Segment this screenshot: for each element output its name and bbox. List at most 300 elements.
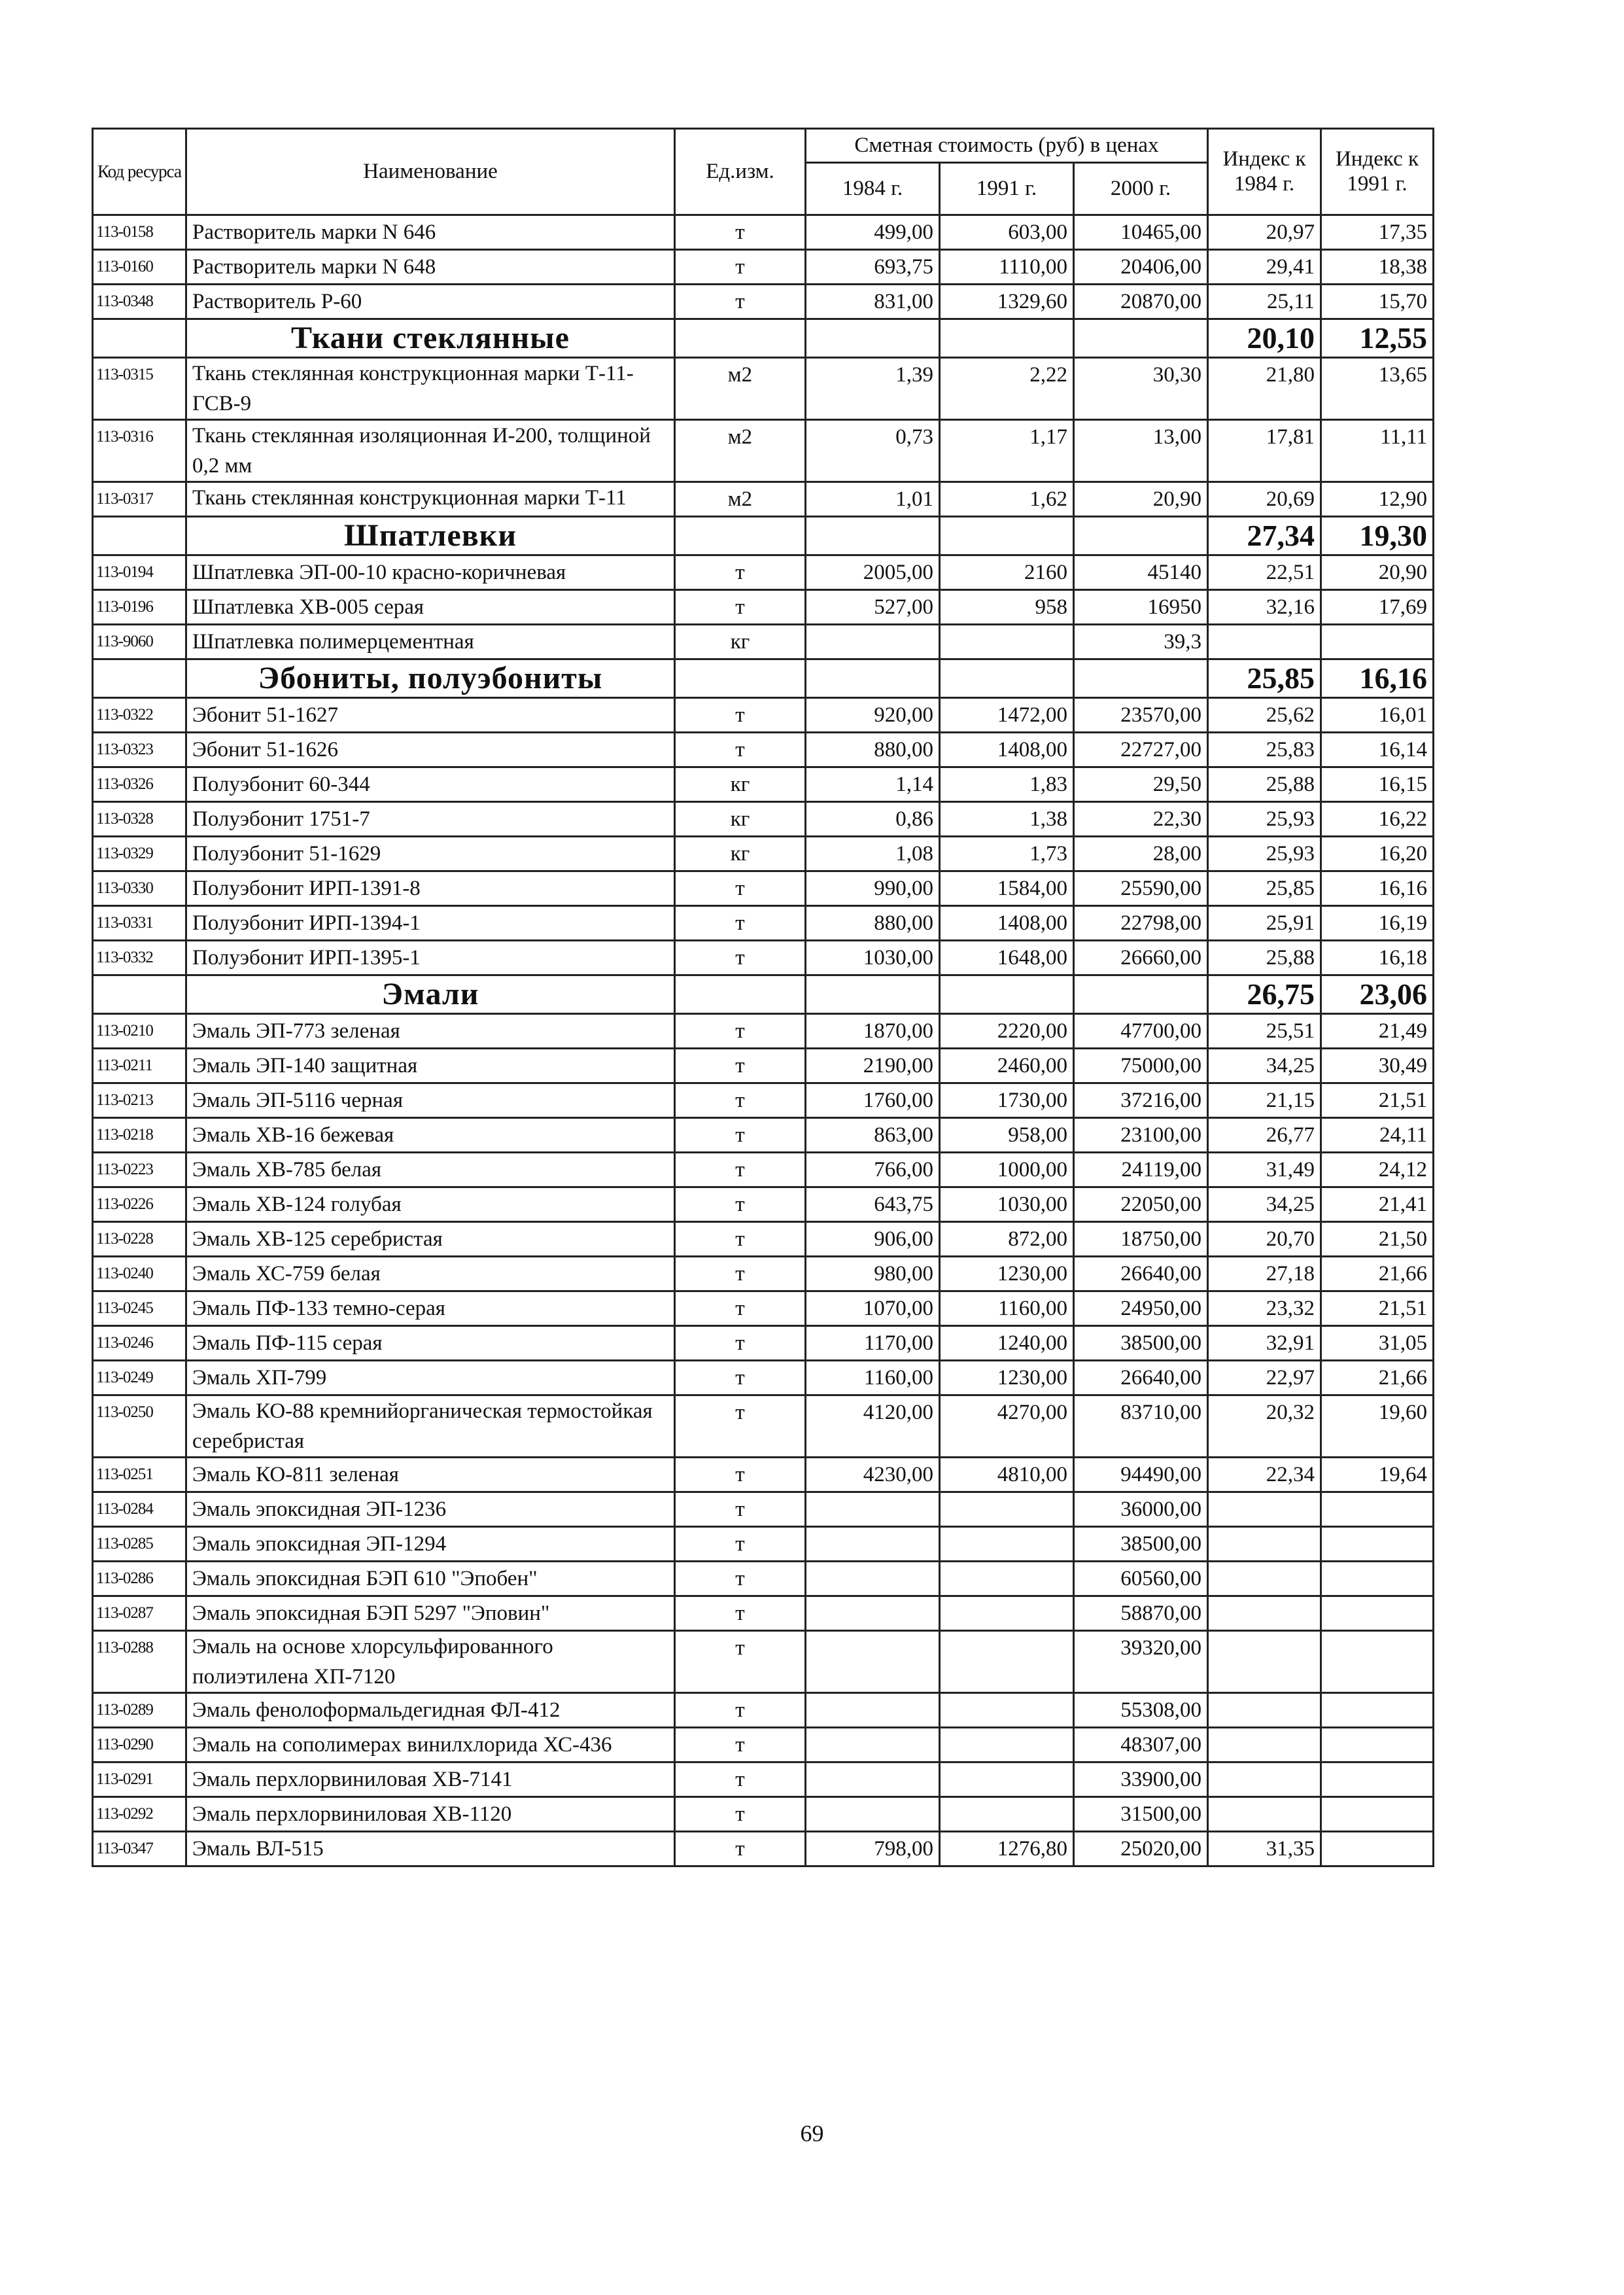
unit-of-measure: м2 [675, 420, 806, 482]
resource-name: Эмаль эпоксидная БЭП 5297 "Эповин" [186, 1596, 675, 1631]
index-1991 [1321, 1832, 1434, 1866]
price-1991: 1230,00 [940, 1361, 1074, 1395]
section-index-1984: 27,34 [1208, 517, 1321, 555]
resource-code: 113-0316 [93, 420, 186, 482]
resource-name: Растворитель марки N 648 [186, 250, 675, 285]
table-row [93, 1631, 1434, 1693]
price-1991 [940, 1797, 1074, 1832]
price-2000: 24119,00 [1074, 1153, 1208, 1187]
index-1984: 17,81 [1208, 420, 1321, 482]
price-1991: 4810,00 [940, 1458, 1074, 1492]
price-1991: 1472,00 [940, 698, 1074, 733]
table-row [93, 802, 1434, 837]
unit-of-measure: кг [675, 837, 806, 871]
resource-name: Эмаль ХВ-785 белая [186, 1153, 675, 1187]
index-1991: 16,14 [1321, 733, 1434, 767]
index-1991: 21,41 [1321, 1187, 1434, 1222]
price-1991: 958,00 [940, 1118, 1074, 1153]
table-row [93, 1596, 1434, 1631]
header-year-1991: 1991 г. [940, 163, 1074, 215]
price-1984 [806, 1728, 940, 1762]
price-1984: 527,00 [806, 590, 940, 625]
table-row [93, 767, 1434, 802]
unit-of-measure: т [675, 1361, 806, 1395]
price-1991: 1230,00 [940, 1257, 1074, 1291]
price-1984: 1030,00 [806, 941, 940, 975]
price-1984 [806, 1762, 940, 1797]
section-title: Эбониты, полуэбониты [186, 659, 675, 698]
unit-of-measure: т [675, 1762, 806, 1797]
resource-code: 113-0285 [93, 1527, 186, 1562]
section-index-1991: 19,30 [1321, 517, 1434, 555]
unit-of-measure: т [675, 941, 806, 975]
resource-name: Шпатлевка ЭП-00-10 красно-коричневая [186, 555, 675, 590]
price-1984: 906,00 [806, 1222, 940, 1257]
section-index-1991: 16,16 [1321, 659, 1434, 698]
section-title: Шпатлевки [186, 517, 675, 555]
resource-code: 113-0290 [93, 1728, 186, 1762]
unit-of-measure: кг [675, 802, 806, 837]
price-2000: 22798,00 [1074, 906, 1208, 941]
table-row [93, 1257, 1434, 1291]
section-code-cell [93, 975, 186, 1014]
price-1991 [940, 1596, 1074, 1631]
section-title: Ткани стеклянные [186, 319, 675, 358]
table-row [93, 1222, 1434, 1257]
unit-of-measure: т [675, 1728, 806, 1762]
unit-of-measure: м2 [675, 482, 806, 517]
section-index-1984: 25,85 [1208, 659, 1321, 698]
index-1991: 20,90 [1321, 555, 1434, 590]
resource-name: Полуэбонит 51-1629 [186, 837, 675, 871]
table-row [93, 420, 1434, 482]
unit-of-measure: кг [675, 767, 806, 802]
table-row [93, 1797, 1434, 1832]
index-1991: 16,16 [1321, 871, 1434, 906]
unit-of-measure: т [675, 1083, 806, 1118]
resource-name: Эмаль ХП-799 [186, 1361, 675, 1395]
section-code-cell [93, 517, 186, 555]
section-index-1984: 20,10 [1208, 319, 1321, 358]
price-1984: 643,75 [806, 1187, 940, 1222]
unit-of-measure: т [675, 1596, 806, 1631]
price-1991: 2160 [940, 555, 1074, 590]
index-1991: 16,01 [1321, 698, 1434, 733]
unit-of-measure: т [675, 733, 806, 767]
price-1984: 499,00 [806, 215, 940, 250]
resource-name: Эбонит 51-1627 [186, 698, 675, 733]
resource-name: Эбонит 51-1626 [186, 733, 675, 767]
section-price-1984-cell [806, 319, 940, 358]
index-1984: 22,34 [1208, 1458, 1321, 1492]
section-index-1991: 12,55 [1321, 319, 1434, 358]
unit-of-measure: т [675, 1153, 806, 1187]
index-1991: 24,11 [1321, 1118, 1434, 1153]
resource-code: 113-0196 [93, 590, 186, 625]
resource-code: 113-0284 [93, 1492, 186, 1527]
price-1984: 1170,00 [806, 1326, 940, 1361]
unit-of-measure: т [675, 906, 806, 941]
index-1991: 16,20 [1321, 837, 1434, 871]
price-2000: 60560,00 [1074, 1562, 1208, 1596]
index-1991 [1321, 1562, 1434, 1596]
price-2000: 45140 [1074, 555, 1208, 590]
index-1984: 29,41 [1208, 250, 1321, 285]
index-1984: 20,32 [1208, 1395, 1321, 1458]
resource-name: Эмаль эпоксидная ЭП-1294 [186, 1527, 675, 1562]
price-1984: 920,00 [806, 698, 940, 733]
price-1991: 1,83 [940, 767, 1074, 802]
price-1984: 980,00 [806, 1257, 940, 1291]
resource-code: 113-0288 [93, 1631, 186, 1693]
price-1991: 958 [940, 590, 1074, 625]
price-table-sheet [92, 128, 1432, 1867]
resource-code: 113-0218 [93, 1118, 186, 1153]
table-row [93, 837, 1434, 871]
price-2000: 24950,00 [1074, 1291, 1208, 1326]
table-row [93, 1762, 1434, 1797]
price-1991: 872,00 [940, 1222, 1074, 1257]
resource-name: Ткань стеклянная конструкционная марки Т-11 [186, 482, 675, 517]
resource-code: 113-0194 [93, 555, 186, 590]
price-2000: 55308,00 [1074, 1693, 1208, 1728]
index-1991: 21,51 [1321, 1083, 1434, 1118]
table-row [93, 285, 1434, 319]
index-1984: 21,15 [1208, 1083, 1321, 1118]
resource-name: Эмаль ЭП-140 защитная [186, 1049, 675, 1083]
section-price-2000-cell [1074, 319, 1208, 358]
section-row [93, 659, 1434, 698]
price-1984: 1160,00 [806, 1361, 940, 1395]
unit-of-measure: кг [675, 625, 806, 659]
price-2000: 20870,00 [1074, 285, 1208, 319]
price-1984: 880,00 [806, 733, 940, 767]
index-1984: 25,93 [1208, 802, 1321, 837]
price-2000: 23100,00 [1074, 1118, 1208, 1153]
section-price-1991-cell [940, 319, 1074, 358]
unit-of-measure: т [675, 1527, 806, 1562]
resource-code: 113-0291 [93, 1762, 186, 1797]
resource-code: 113-0326 [93, 767, 186, 802]
resource-name: Полуэбонит ИРП-1395-1 [186, 941, 675, 975]
resource-name: Эмаль ЭП-773 зеленая [186, 1014, 675, 1049]
price-1991: 2220,00 [940, 1014, 1074, 1049]
index-1991 [1321, 1527, 1434, 1562]
index-1984: 20,70 [1208, 1222, 1321, 1257]
unit-of-measure: т [675, 1291, 806, 1326]
index-1984: 25,88 [1208, 941, 1321, 975]
price-1984: 831,00 [806, 285, 940, 319]
table-row [93, 1153, 1434, 1187]
price-2000: 75000,00 [1074, 1049, 1208, 1083]
resource-name: Растворитель Р-60 [186, 285, 675, 319]
resource-name: Полуэбонит 60-344 [186, 767, 675, 802]
price-1991: 1648,00 [940, 941, 1074, 975]
price-2000: 29,50 [1074, 767, 1208, 802]
price-1984: 880,00 [806, 906, 940, 941]
table-row [93, 358, 1434, 420]
resource-code: 113-0246 [93, 1326, 186, 1361]
index-1984: 22,97 [1208, 1361, 1321, 1395]
table-row [93, 215, 1434, 250]
index-1991: 31,05 [1321, 1326, 1434, 1361]
price-1984: 1,08 [806, 837, 940, 871]
index-1984: 25,88 [1208, 767, 1321, 802]
resource-name: Ткань стеклянная изоляционная И-200, толщиной 0,2 мм [186, 420, 675, 482]
table-row [93, 1187, 1434, 1222]
index-1991: 13,65 [1321, 358, 1434, 420]
price-1984: 1,01 [806, 482, 940, 517]
index-1984: 34,25 [1208, 1049, 1321, 1083]
price-1984: 1070,00 [806, 1291, 940, 1326]
price-2000: 83710,00 [1074, 1395, 1208, 1458]
price-1984 [806, 1631, 940, 1693]
table-row [93, 871, 1434, 906]
index-1991: 21,51 [1321, 1291, 1434, 1326]
resource-name: Эмаль КО-811 зеленая [186, 1458, 675, 1492]
unit-of-measure: т [675, 698, 806, 733]
price-1991: 1408,00 [940, 733, 1074, 767]
resource-name: Эмаль на основе хлорсульфированного полиэтилена ХП-7120 [186, 1631, 675, 1693]
unit-of-measure: т [675, 285, 806, 319]
price-1984 [806, 1527, 940, 1562]
resource-name: Эмаль ХВ-16 бежевая [186, 1118, 675, 1153]
price-2000: 22,30 [1074, 802, 1208, 837]
unit-of-measure: т [675, 590, 806, 625]
resource-code: 113-0287 [93, 1596, 186, 1631]
price-1991 [940, 1693, 1074, 1728]
index-1991: 21,66 [1321, 1361, 1434, 1395]
index-1984: 21,80 [1208, 358, 1321, 420]
resource-code: 113-0317 [93, 482, 186, 517]
price-1984: 798,00 [806, 1832, 940, 1866]
resource-name: Эмаль ВЛ-515 [186, 1832, 675, 1866]
index-1984: 25,85 [1208, 871, 1321, 906]
resource-code: 113-0286 [93, 1562, 186, 1596]
section-price-1984-cell [806, 517, 940, 555]
index-1991: 15,70 [1321, 285, 1434, 319]
table-row [93, 555, 1434, 590]
price-1991: 1408,00 [940, 906, 1074, 941]
price-1984: 0,86 [806, 802, 940, 837]
table-row [93, 1291, 1434, 1326]
price-1984 [806, 625, 940, 659]
resource-code: 113-0330 [93, 871, 186, 906]
resource-name: Эмаль фенолоформальдегидная ФЛ-412 [186, 1693, 675, 1728]
unit-of-measure: т [675, 1562, 806, 1596]
resource-name: Эмаль ПФ-133 темно-серая [186, 1291, 675, 1326]
index-1984: 31,35 [1208, 1832, 1321, 1866]
resource-name: Эмаль ПФ-115 серая [186, 1326, 675, 1361]
index-1984: 31,49 [1208, 1153, 1321, 1187]
price-2000: 25020,00 [1074, 1832, 1208, 1866]
price-1991: 1110,00 [940, 250, 1074, 285]
table-row [93, 1118, 1434, 1153]
price-1984 [806, 1797, 940, 1832]
index-1984 [1208, 1693, 1321, 1728]
table-row [93, 590, 1434, 625]
index-1991: 30,49 [1321, 1049, 1434, 1083]
resource-name: Полуэбонит ИРП-1391-8 [186, 871, 675, 906]
table-row [93, 1395, 1434, 1458]
resource-code: 113-0331 [93, 906, 186, 941]
table-body [93, 215, 1434, 1866]
index-1984: 22,51 [1208, 555, 1321, 590]
resource-code: 113-0240 [93, 1257, 186, 1291]
index-1991: 18,38 [1321, 250, 1434, 285]
price-2000: 26640,00 [1074, 1361, 1208, 1395]
price-1984: 990,00 [806, 871, 940, 906]
price-1991: 2,22 [940, 358, 1074, 420]
price-1991 [940, 625, 1074, 659]
section-unit-cell [675, 517, 806, 555]
price-1991: 1730,00 [940, 1083, 1074, 1118]
price-2000: 39,3 [1074, 625, 1208, 659]
unit-of-measure: т [675, 1693, 806, 1728]
index-1991: 21,49 [1321, 1014, 1434, 1049]
resource-code: 113-0228 [93, 1222, 186, 1257]
resource-price-table [92, 128, 1434, 1867]
index-1984 [1208, 1728, 1321, 1762]
header-year-1984: 1984 г. [806, 163, 940, 215]
index-1991 [1321, 1797, 1434, 1832]
resource-code: 113-0223 [93, 1153, 186, 1187]
price-1984: 4120,00 [806, 1395, 940, 1458]
resource-code: 113-0315 [93, 358, 186, 420]
unit-of-measure: т [675, 1257, 806, 1291]
index-1991 [1321, 1728, 1434, 1762]
price-1984: 1870,00 [806, 1014, 940, 1049]
price-1991 [940, 1728, 1074, 1762]
section-unit-cell [675, 975, 806, 1014]
resource-code: 113-0323 [93, 733, 186, 767]
section-price-2000-cell [1074, 517, 1208, 555]
index-1991: 12,90 [1321, 482, 1434, 517]
price-2000: 23570,00 [1074, 698, 1208, 733]
index-1984: 25,93 [1208, 837, 1321, 871]
table-row [93, 698, 1434, 733]
index-1984 [1208, 1797, 1321, 1832]
price-2000: 30,30 [1074, 358, 1208, 420]
price-1991: 1160,00 [940, 1291, 1074, 1326]
table-row [93, 906, 1434, 941]
index-1991 [1321, 1596, 1434, 1631]
resource-code: 113-0249 [93, 1361, 186, 1395]
index-1991 [1321, 1631, 1434, 1693]
resource-code: 113-9060 [93, 625, 186, 659]
index-1984: 25,11 [1208, 285, 1321, 319]
price-1991 [940, 1762, 1074, 1797]
price-2000: 39320,00 [1074, 1631, 1208, 1693]
price-1984: 1,39 [806, 358, 940, 420]
table-row [93, 941, 1434, 975]
unit-of-measure: т [675, 555, 806, 590]
index-1991 [1321, 625, 1434, 659]
price-2000: 20406,00 [1074, 250, 1208, 285]
unit-of-measure: т [675, 215, 806, 250]
price-1984: 693,75 [806, 250, 940, 285]
resource-name: Эмаль эпоксидная ЭП-1236 [186, 1492, 675, 1527]
unit-of-measure: т [675, 1014, 806, 1049]
index-1984 [1208, 1527, 1321, 1562]
index-1984: 25,62 [1208, 698, 1321, 733]
unit-of-measure: т [675, 1797, 806, 1832]
price-1984 [806, 1492, 940, 1527]
section-row [93, 975, 1434, 1014]
resource-code: 113-0322 [93, 698, 186, 733]
section-index-1984: 26,75 [1208, 975, 1321, 1014]
index-1991: 16,15 [1321, 767, 1434, 802]
unit-of-measure: т [675, 1222, 806, 1257]
price-2000: 33900,00 [1074, 1762, 1208, 1797]
resource-name: Эмаль эпоксидная БЭП 610 "Эпобен" [186, 1562, 675, 1596]
index-1984: 25,51 [1208, 1014, 1321, 1049]
price-1991 [940, 1527, 1074, 1562]
price-1991: 1030,00 [940, 1187, 1074, 1222]
section-code-cell [93, 659, 186, 698]
table-row [93, 1014, 1434, 1049]
resource-name: Полуэбонит 1751-7 [186, 802, 675, 837]
section-row [93, 319, 1434, 358]
unit-of-measure: т [675, 1326, 806, 1361]
header-name: Наименование [186, 129, 675, 215]
resource-name: Ткань стеклянная конструкционная марки Т-11-ГСВ-9 [186, 358, 675, 420]
index-1984 [1208, 1596, 1321, 1631]
resource-name: Эмаль КО-88 кремнийорганическая термостойкая серебристая [186, 1395, 675, 1458]
index-1984 [1208, 1562, 1321, 1596]
price-2000: 31500,00 [1074, 1797, 1208, 1832]
price-1991: 4270,00 [940, 1395, 1074, 1458]
resource-code: 113-0332 [93, 941, 186, 975]
index-1984: 25,91 [1208, 906, 1321, 941]
table-row [93, 482, 1434, 517]
table-row [93, 1693, 1434, 1728]
price-1991: 1276,80 [940, 1832, 1074, 1866]
price-1991 [940, 1562, 1074, 1596]
header-unit: Ед.изм. [675, 129, 806, 215]
table-row [93, 1492, 1434, 1527]
resource-code: 113-0160 [93, 250, 186, 285]
price-1991: 1,62 [940, 482, 1074, 517]
resource-name: Эмаль ХВ-125 серебристая [186, 1222, 675, 1257]
unit-of-measure: т [675, 250, 806, 285]
table-row [93, 1049, 1434, 1083]
index-1991: 17,69 [1321, 590, 1434, 625]
price-2000: 48307,00 [1074, 1728, 1208, 1762]
header-index-1984: Индекс к 1984 г. [1208, 129, 1321, 215]
price-2000: 37216,00 [1074, 1083, 1208, 1118]
price-1991: 1,17 [940, 420, 1074, 482]
table-row [93, 1458, 1434, 1492]
section-price-2000-cell [1074, 975, 1208, 1014]
table-row [93, 1527, 1434, 1562]
resource-name: Полуэбонит ИРП-1394-1 [186, 906, 675, 941]
resource-code: 113-0245 [93, 1291, 186, 1326]
table-row [93, 1083, 1434, 1118]
resource-code: 113-0328 [93, 802, 186, 837]
unit-of-measure: т [675, 1492, 806, 1527]
unit-of-measure: т [675, 1631, 806, 1693]
resource-code: 113-0347 [93, 1832, 186, 1866]
price-2000: 18750,00 [1074, 1222, 1208, 1257]
index-1991: 19,60 [1321, 1395, 1434, 1458]
unit-of-measure: т [675, 1118, 806, 1153]
resource-code: 113-0213 [93, 1083, 186, 1118]
index-1984: 23,32 [1208, 1291, 1321, 1326]
header-index-1991: Индекс к 1991 г. [1321, 129, 1434, 215]
index-1991: 16,18 [1321, 941, 1434, 975]
resource-code: 113-0158 [93, 215, 186, 250]
